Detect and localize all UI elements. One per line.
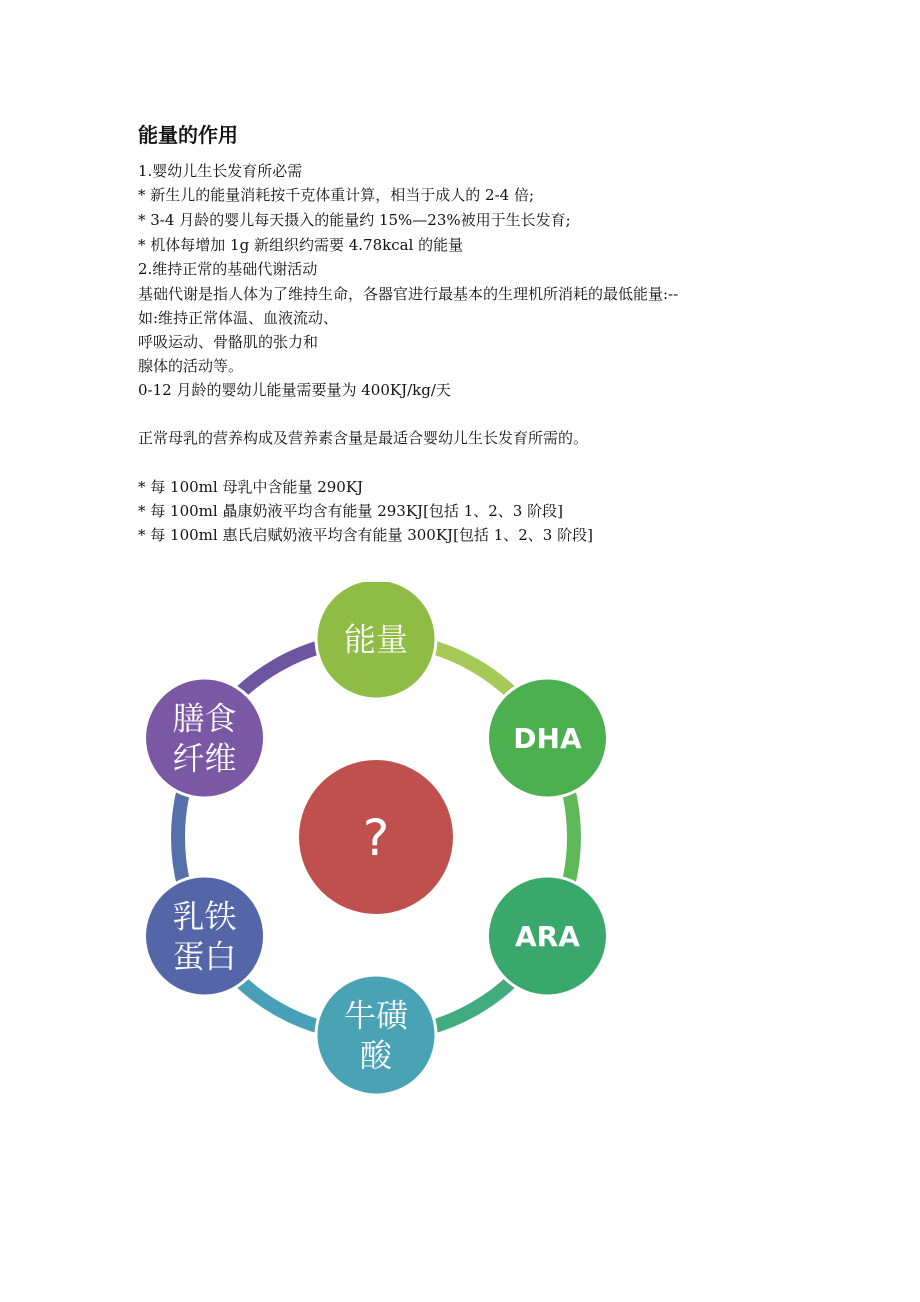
text-line: 0-12 月龄的婴幼儿能量需要量为 400KJ/kg/天: [138, 381, 451, 399]
node-label: DHA: [513, 722, 582, 756]
node-circle: [145, 876, 265, 996]
text-line: * 机体每增加 1g 新组织约需要 4.78kcal 的能量: [138, 236, 464, 254]
diagram-node: [145, 678, 265, 798]
text-line: * 每 100ml 母乳中含能量 290KJ: [138, 478, 364, 496]
node-label: 牛磺: [343, 996, 409, 1035]
node-label: 乳铁: [172, 897, 237, 936]
diagram-node: [487, 876, 607, 996]
text-line: * 每 100ml 贔康奶液平均含有能量 293KJ[包括 1、2、3 阶段]: [138, 502, 563, 520]
center-layer: [299, 760, 453, 914]
text-line: * 新生儿的能量消耗按千克体重计算，相当于成人的 2-4 倍;: [138, 186, 535, 204]
text-line: 2.维持正常的基础代谢活动: [138, 260, 318, 278]
text-line: 基础代谢是指人体为了维持生命，各器官进行最基本的生理机所消耗的最低能量:--: [138, 285, 679, 303]
node-label: 蛋白: [172, 937, 237, 976]
page-title: 能量的作用: [138, 123, 238, 147]
text-line: 1.婴幼儿生长发育所必需: [138, 162, 303, 180]
center-label: ?: [362, 809, 390, 867]
diagram-node: [316, 975, 436, 1095]
diagram-node: [316, 582, 436, 699]
node-label: 能量: [343, 620, 409, 659]
text-line: 正常母乳的营养构成及营养素含量是最适合婴幼儿生长发育所需的。: [138, 429, 589, 447]
text-line: * 每 100ml 惠氏启赋奶液平均含有能量 300KJ[包括 1、2、3 阶段]: [138, 526, 593, 544]
text-line: * 3-4 月龄的婴儿每天摄入的能量约 15%—23%被用于生长发育;: [138, 211, 571, 229]
nutrient-cycle-diagram: [140, 582, 620, 1097]
diagram-node: [487, 678, 607, 798]
node-circle: [316, 975, 436, 1095]
node-label: 膳食: [172, 699, 237, 738]
node-label: ARA: [515, 920, 580, 954]
text-line: 如:维持正常体温、血液流动、: [138, 309, 339, 327]
node-label: 酸: [359, 1036, 393, 1075]
node-label: 纤维: [172, 739, 237, 778]
node-circle: [145, 678, 265, 798]
diagram-node: [145, 876, 265, 996]
text-line: 呼吸运动、骨骼肌的张力和: [138, 333, 319, 351]
text-line: 腺体的活动等。: [138, 357, 244, 375]
